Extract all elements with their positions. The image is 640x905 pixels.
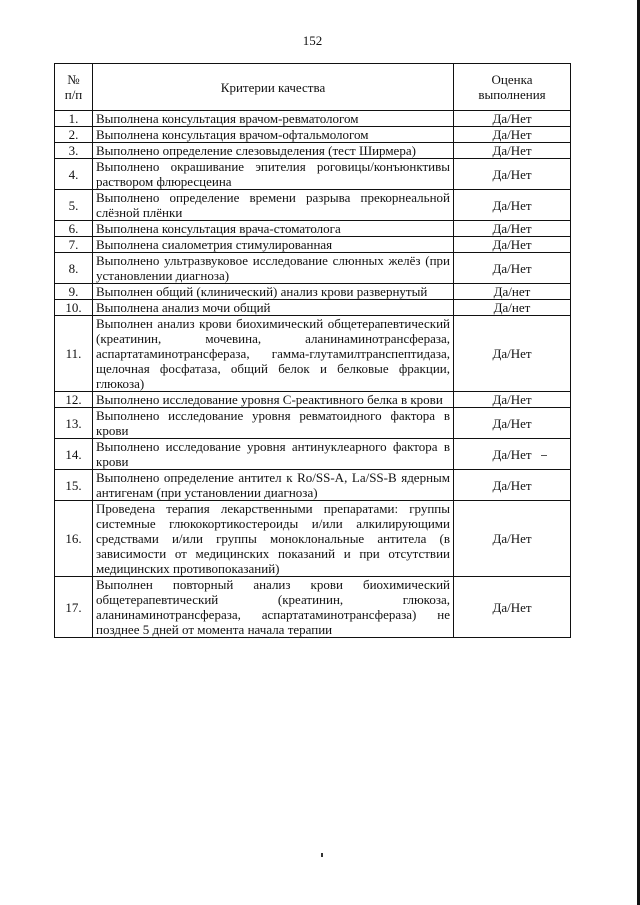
- row-score: Да/Нет: [454, 253, 571, 284]
- table-row: [55, 577, 571, 638]
- table-row: [55, 127, 571, 143]
- table-row: [55, 501, 571, 577]
- table-row: [55, 408, 571, 439]
- row-number: 4.: [55, 159, 93, 190]
- table-row: [55, 284, 571, 300]
- table-row: [55, 316, 571, 392]
- table-row: [55, 111, 571, 127]
- row-criterion: Выполнена консультация врача-стоматолога: [93, 221, 454, 237]
- header-num-text: № п/п: [64, 72, 83, 102]
- row-criterion: Выполнено определение времени разрыва прекорнеальной слёзной плёнки: [93, 190, 454, 221]
- row-score: Да/Нет: [454, 127, 571, 143]
- header-num: [55, 64, 93, 111]
- row-criterion: Проведена терапия лекарственными препаратами: группы системные глюкокортикостероиды и/или алкилирующими средствами и/или группы моноклональные антитела (в зависимости от медицинских показаний и при отсутствии медицинских противопоказаний): [93, 501, 454, 577]
- row-score: Да/нет: [454, 300, 571, 316]
- table-row: [55, 439, 571, 470]
- row-criterion: Выполнена сиалометрия стимулированная: [93, 237, 454, 253]
- table-row: [55, 237, 571, 253]
- table-row: [55, 300, 571, 316]
- row-number: 2.: [55, 127, 93, 143]
- row-score: Да/Нет: [454, 408, 571, 439]
- row-number: 10.: [55, 300, 93, 316]
- row-criterion: Выполнен общий (клинический) анализ крови развернутый: [93, 284, 454, 300]
- table-row: [55, 221, 571, 237]
- row-number: 3.: [55, 143, 93, 159]
- table-row: [55, 143, 571, 159]
- row-criterion: Выполнено определение антител к Ro/SS-A, La/SS-B ядерным антигенам (при установлении диагноза): [93, 470, 454, 501]
- quality-criteria-table: [54, 63, 571, 638]
- row-criterion: Выполнено определение слезовыделения (тест Ширмера): [93, 143, 454, 159]
- row-score: Да/нет: [454, 284, 571, 300]
- row-number: 11.: [55, 316, 93, 392]
- header-score: [454, 64, 571, 111]
- row-criterion: Выполнено исследование уровня ревматоидного фактора в крови: [93, 408, 454, 439]
- row-number: 9.: [55, 284, 93, 300]
- header-criteria: Критерии качества: [93, 64, 454, 111]
- row-number: 6.: [55, 221, 93, 237]
- row-score: Да/Нет: [454, 159, 571, 190]
- header-score-text: Оценка выполнения: [478, 72, 546, 102]
- row-criterion: Выполнена консультация врачом-офтальмологом: [93, 127, 454, 143]
- row-score: Да/Нет: [454, 577, 571, 638]
- row-criterion: Выполнена консультация врачом-ревматологом: [93, 111, 454, 127]
- row-number: 1.: [55, 111, 93, 127]
- row-number: 17.: [55, 577, 93, 638]
- row-criterion: Выполнен анализ крови биохимический общетерапевтический (креатинин, мочевина, аланинаминотрансфераза, аспартатаминотрансфераза, гамма-глутамилтранспептидаза, щелочная фосфатаза, общий белок и белковые фракции, глюкоза): [93, 316, 454, 392]
- row-score: Да/Нет: [454, 501, 571, 577]
- row-criterion: Выполнено ультразвуковое исследование слюнных желёз (при установлении диагноза): [93, 253, 454, 284]
- row-number: 13.: [55, 408, 93, 439]
- table-row: [55, 253, 571, 284]
- table-row: [55, 470, 571, 501]
- row-number: 16.: [55, 501, 93, 577]
- row-number: 7.: [55, 237, 93, 253]
- row-number: 5.: [55, 190, 93, 221]
- row-number: 14.: [55, 439, 93, 470]
- row-score: Да/Нет: [454, 237, 571, 253]
- row-number: 12.: [55, 392, 93, 408]
- row-criterion: Выполнено исследование уровня С-реактивного белка в крови: [93, 392, 454, 408]
- row-number: 15.: [55, 470, 93, 501]
- row-score: Да/Нет: [454, 111, 571, 127]
- page-number: 152: [302, 33, 323, 48]
- scan-mark: [541, 455, 547, 456]
- table-row: [55, 159, 571, 190]
- row-criterion: Выполнено окрашивание эпителия роговицы/конъюнктивы раствором флюресцеина: [93, 159, 454, 190]
- row-criterion: Выполнено исследование уровня антинуклеарного фактора в крови: [93, 439, 454, 470]
- row-score: Да/Нет: [454, 190, 571, 221]
- row-score: Да/Нет: [454, 392, 571, 408]
- row-score: Да/Нет: [454, 470, 571, 501]
- row-score: Да/Нет: [454, 316, 571, 392]
- row-criterion: Выполнен повторный анализ крови биохимический общетерапевтический (креатинин, глюкоза, аланинаминотрансфераза, аспартатаминотрансфераза) не позднее 5 дней от момента начала терапии: [93, 577, 454, 638]
- row-score: Да/Нет: [454, 221, 571, 237]
- table-row: [55, 190, 571, 221]
- row-criterion: Выполнена анализ мочи общий: [93, 300, 454, 316]
- table-header-row: [55, 64, 571, 111]
- scan-dot: [321, 853, 323, 857]
- row-number: 8.: [55, 253, 93, 284]
- table-row: [55, 392, 571, 408]
- row-score: Да/Нет: [454, 143, 571, 159]
- row-score: Да/Нет: [454, 439, 571, 470]
